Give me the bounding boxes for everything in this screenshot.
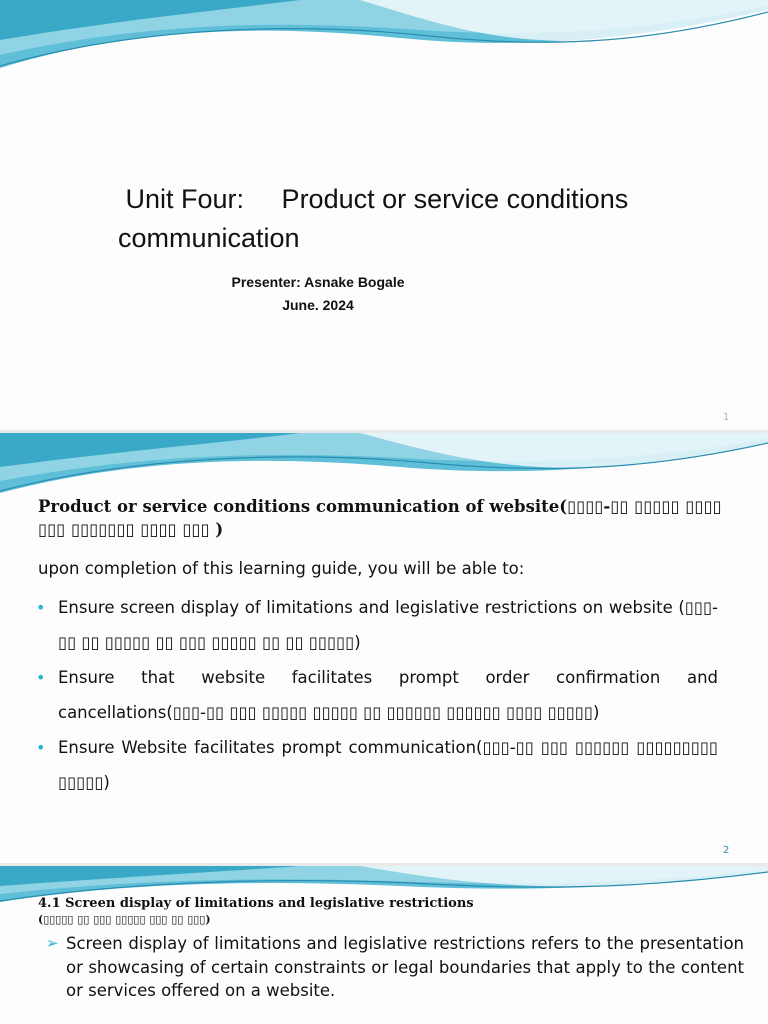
arrow-bullet-icon: ➢ [46,934,59,952]
slide-3 [0,866,768,1024]
round-bullet-icon: • [36,598,46,617]
presenter: Presenter: Asnake Bogale [231,274,405,290]
page-number: 2 [723,845,730,856]
page-number: 1 [723,412,730,423]
intro-text: upon completion of this learning guide, you will be able to: [38,559,525,578]
wave-decoration [0,433,768,499]
objectives-list [36,590,718,800]
round-bullet-icon: • [36,738,46,757]
list-item: • Ensure that website facilitates prompt order confirmation and cancellations(▯▯▯-▯▯ ▯▯▯ ▯▯▯▯▯ ▯▯▯▯▯ ▯▯ ▯▯▯▯▯▯ ▯▯▯▯▯▯ ▯▯▯▯ ▯▯▯▯▯) [36,660,718,730]
date: June. 2024 [282,297,354,313]
slide-1 [0,0,768,430]
slide-heading: Product or service conditions communication of website(▯▯▯▯-▯▯ ▯▯▯▯▯ ▯▯▯▯ ▯▯▯ ▯▯▯▯▯▯▯ ▯▯▯▯ ▯▯▯ ) [38,497,722,539]
body-text: Screen display of limitations and legislative restrictions refers to the presentation or showcasing of certain constraints or legal boundaries that apply to the content or services offered on a website. [66,934,744,1000]
section-heading: 4.1 Screen display of limitations and legislative restrictions [38,896,474,911]
slide-2 [0,433,768,863]
list-item: • Ensure screen display of limitations and legislative restrictions on website (▯▯▯-▯▯ ▯▯ ▯▯▯▯▯ ▯▯ ▯▯▯ ▯▯▯▯▯ ▯▯ ▯▯ ▯▯▯▯▯) [36,590,718,660]
list-item: • Ensure Website facilitates prompt communication(▯▯▯-▯▯ ▯▯▯ ▯▯▯▯▯▯ ▯▯▯▯▯▯▯▯▯ ▯▯▯▯▯) [36,730,718,800]
round-bullet-icon: • [36,668,46,687]
slide-title: Unit Four: Product or service conditions communication [118,184,629,253]
wave-decoration [0,0,768,80]
section-subheading: (▯▯▯▯▯ ▯▯ ▯▯▯ ▯▯▯▯▯ ▯▯▯ ▯▯ ▯▯▯) [38,913,211,926]
